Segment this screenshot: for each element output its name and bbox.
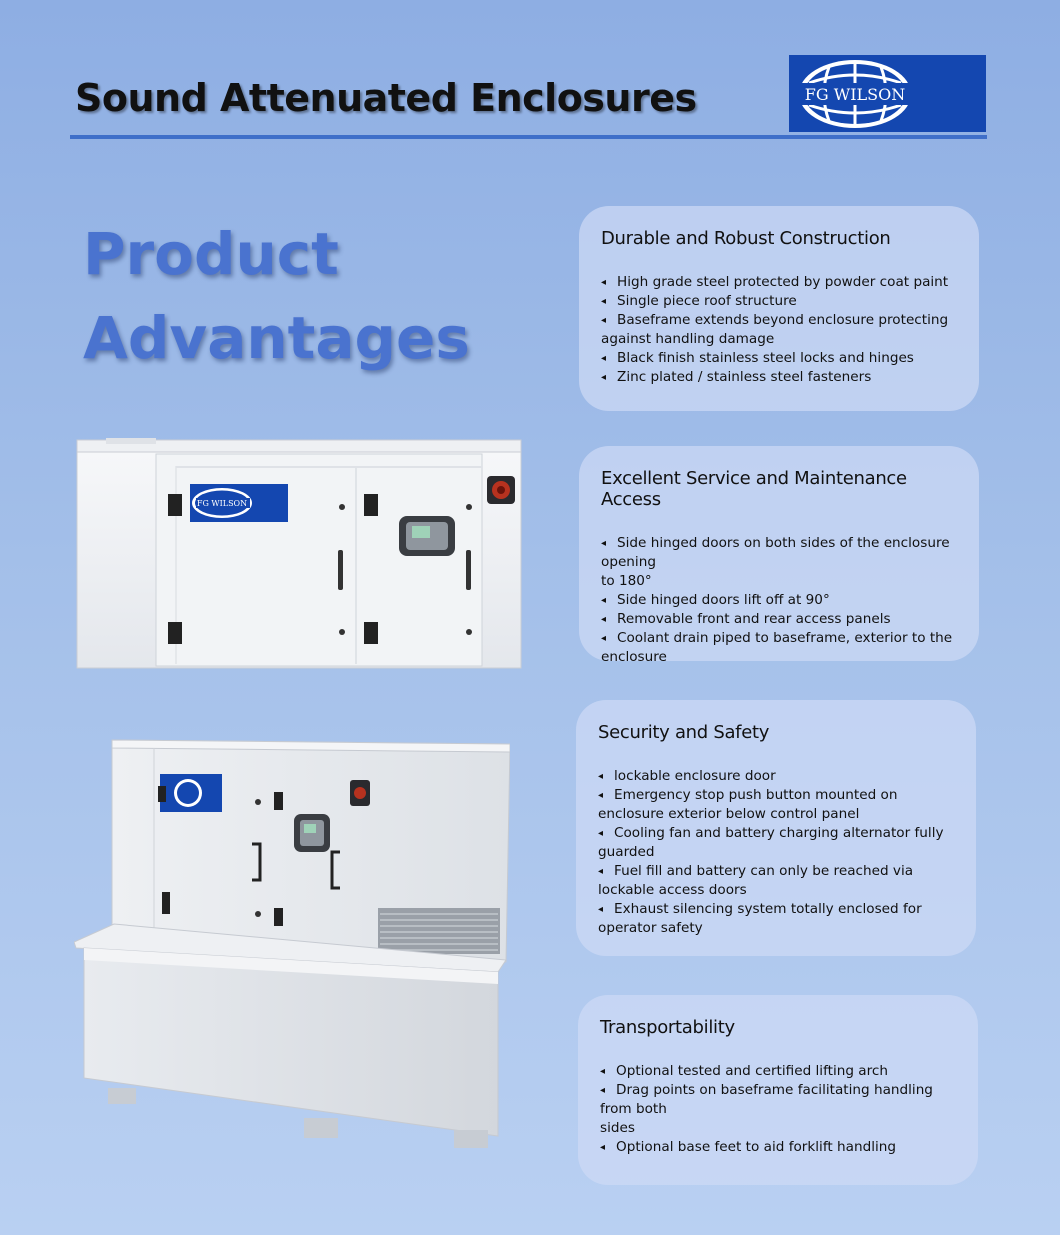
list-item: ◂ Exhaust silencing system totally enclosed for operator safety [598, 901, 922, 936]
list-item: ◂ Cooling fan and battery charging alternator fully guarded [598, 825, 944, 860]
page-title: Sound Attenuated Enclosures [75, 76, 697, 120]
bullet-icon: ◂ [601, 296, 607, 307]
card-service-access [579, 446, 979, 665]
bullet-icon: ◂ [601, 614, 607, 625]
bullet-icon: ◂ [601, 372, 607, 383]
bullet-icon: ◂ [601, 315, 607, 326]
list-item: ◂ High grade steel protected by powder coat paint [601, 274, 949, 290]
card-durable-construction [579, 206, 979, 411]
list-item: ◂ Drag points on baseframe facilitating handling from both sides [600, 1082, 933, 1136]
svg-text:FG WILSON: FG WILSON [196, 499, 248, 508]
feature-list [598, 767, 954, 938]
bullet-icon: ◂ [601, 277, 607, 288]
generator-image-angled [74, 732, 510, 1166]
card-heading: Excellent Service and Maintenance Access [601, 468, 907, 510]
bullet-icon: ◂ [601, 538, 607, 549]
generator-image-front [76, 436, 522, 674]
bullet-icon: ◂ [600, 1066, 606, 1077]
list-item: ◂ Black finish stainless steel locks and hinges [601, 350, 914, 366]
bullet-icon: ◂ [598, 790, 604, 801]
product-advantages-heading [83, 212, 470, 380]
list-item: ◂ lockable enclosure door [598, 768, 776, 784]
fg-wilson-logo [789, 55, 986, 132]
card-heading: Transportability [600, 1017, 735, 1038]
advantages-line-1: Product [83, 220, 339, 288]
title-rule [70, 135, 987, 139]
bullet-icon: ◂ [601, 353, 607, 364]
list-item: ◂ Fuel fill and battery can only be reached via lockable access doors [598, 863, 914, 898]
list-item: ◂ Coolant drain piped to baseframe, exterior to the enclosure [601, 630, 953, 665]
bullet-icon: ◂ [598, 771, 604, 782]
bullet-icon: ◂ [600, 1085, 606, 1096]
list-item: ◂ Side hinged doors lift off at 90° [601, 592, 830, 608]
bullet-icon: ◂ [601, 633, 607, 644]
card-transportability [578, 995, 978, 1185]
list-item: ◂ Baseframe extends beyond enclosure protecting against handling damage [601, 312, 949, 347]
feature-list [601, 534, 957, 667]
list-item: ◂ Side hinged doors on both sides of the enclosure opening to 180° [601, 535, 950, 589]
list-item: ◂ Single piece roof structure [601, 293, 797, 309]
bullet-icon: ◂ [600, 1142, 606, 1153]
advantages-line-2: Advantages [83, 304, 470, 372]
bullet-icon: ◂ [601, 595, 607, 606]
card-heading: Security and Safety [598, 722, 770, 743]
list-item: ◂ Optional tested and certified lifting arch [600, 1063, 889, 1079]
card-security-safety [576, 700, 976, 956]
list-item: ◂ Removable front and rear access panels [601, 611, 891, 627]
list-item: ◂ Emergency stop push button mounted on enclosure exterior below control panel [598, 787, 898, 822]
list-item: ◂ Optional base feet to aid forklift handling [600, 1139, 897, 1155]
logo-text: FG WILSON [804, 85, 906, 104]
list-item: ◂ Zinc plated / stainless steel fasteners [601, 369, 872, 385]
feature-list [601, 273, 957, 387]
bullet-icon: ◂ [598, 828, 604, 839]
bullet-icon: ◂ [598, 866, 604, 877]
card-heading: Durable and Robust Construction [601, 228, 891, 249]
feature-list [600, 1062, 956, 1157]
bullet-icon: ◂ [598, 904, 604, 915]
